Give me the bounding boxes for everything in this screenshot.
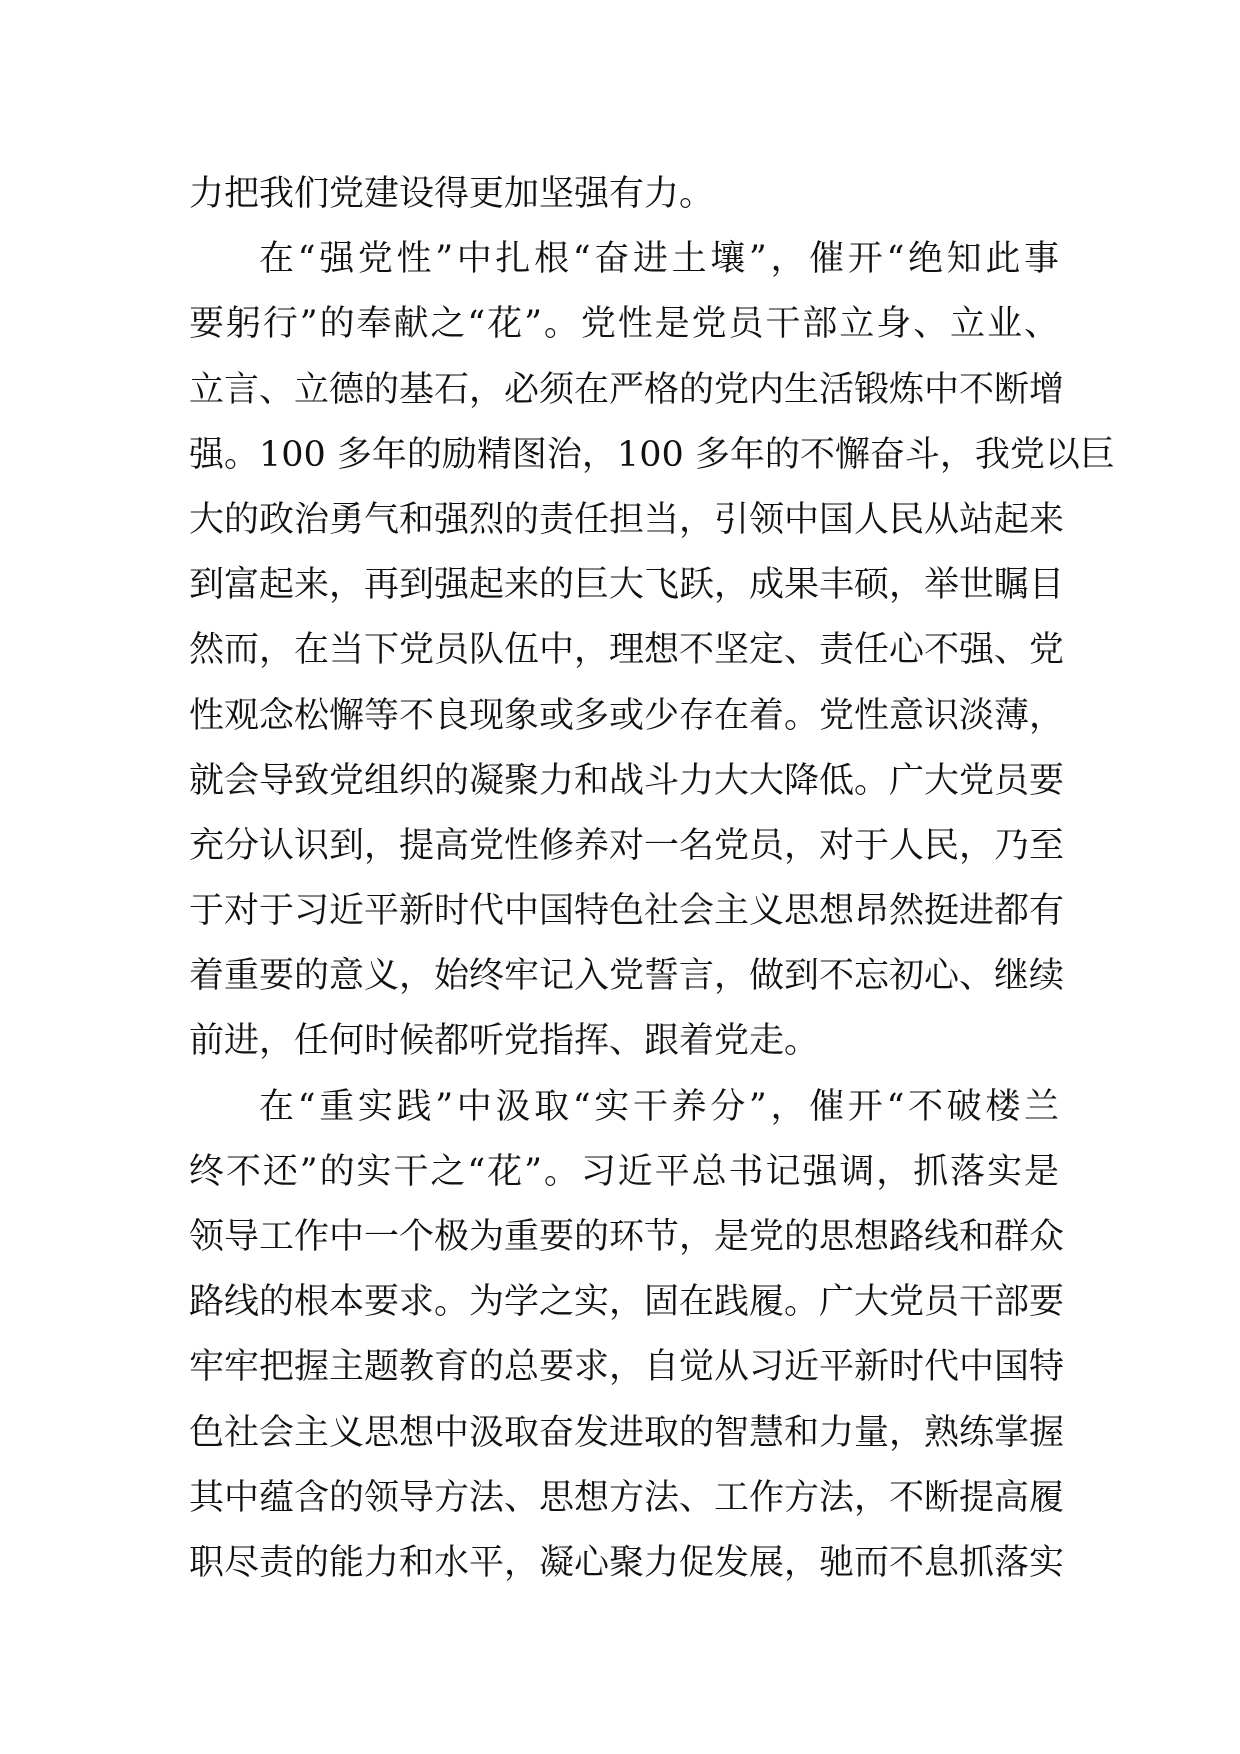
text-line: 在“强党性”中扎根“奋进土壤”，催开“绝知此事	[259, 239, 1059, 280]
text-line: 色社会主义思想中汲取奋发进取的智慧和力量，熟练掌握	[189, 1412, 1065, 1453]
text-line: 充分认识到，提高党性修养对一名党员，对于人民，乃至	[189, 825, 1065, 866]
text-line: 大的政治勇气和强烈的责任担当，引领中国人民从站起来	[189, 499, 1065, 540]
text-line: 终不还”的实干之“花”。习近平总书记强调，抓落实是	[189, 1151, 1059, 1192]
text-line: 性观念松懈等不良现象或多或少存在着。党性意识淡薄，	[189, 695, 1065, 736]
text-line: 路线的根本要求。为学之实，固在践履。广大党员干部要	[189, 1282, 1065, 1323]
text-line: 要躬行”的奉献之“花”。党性是党员干部立身、立业、	[189, 304, 1059, 345]
text-line: 着重要的意义，始终牢记入党誓言，做到不忘初心、继续	[189, 956, 1065, 997]
text-line: 强。100 多年的励精图治，100 多年的不懈奋斗，我党以巨	[189, 434, 1115, 475]
text-line: 在“重实践”中汲取“实干养分”，催开“不破楼兰	[259, 1086, 1059, 1127]
text-line: 到富起来，再到强起来的巨大飞跃，成果丰硕，举世瞩目	[189, 565, 1065, 606]
text-line: 其中蕴含的领导方法、思想方法、工作方法，不断提高履	[189, 1477, 1065, 1518]
text-line: 职尽责的能力和水平，凝心聚力促发展，驰而不息抓落实	[189, 1542, 1065, 1583]
text-line: 于对于习近平新时代中国特色社会主义思想昂然挺进都有	[189, 891, 1065, 932]
text-line: 领导工作中一个极为重要的环节，是党的思想路线和群众	[189, 1217, 1065, 1257]
text-line: 前进，任何时候都听党指挥、跟着党走。	[189, 1021, 820, 1062]
text-line: 就会导致党组织的凝聚力和战斗力大大降低。广大党员要	[189, 760, 1065, 801]
text-line: 然而，在当下党员队伍中，理想不坚定、责任心不强、党	[189, 630, 1065, 671]
document-body	[189, 162, 1115, 1596]
text-line: 力把我们党建设得更加坚强有力。	[189, 174, 715, 214]
text-line: 牢牢把握主题教育的总要求，自觉从习近平新时代中国特	[189, 1347, 1065, 1388]
text-line: 立言、立德的基石，必须在严格的党内生活锻炼中不断增	[189, 369, 1065, 410]
